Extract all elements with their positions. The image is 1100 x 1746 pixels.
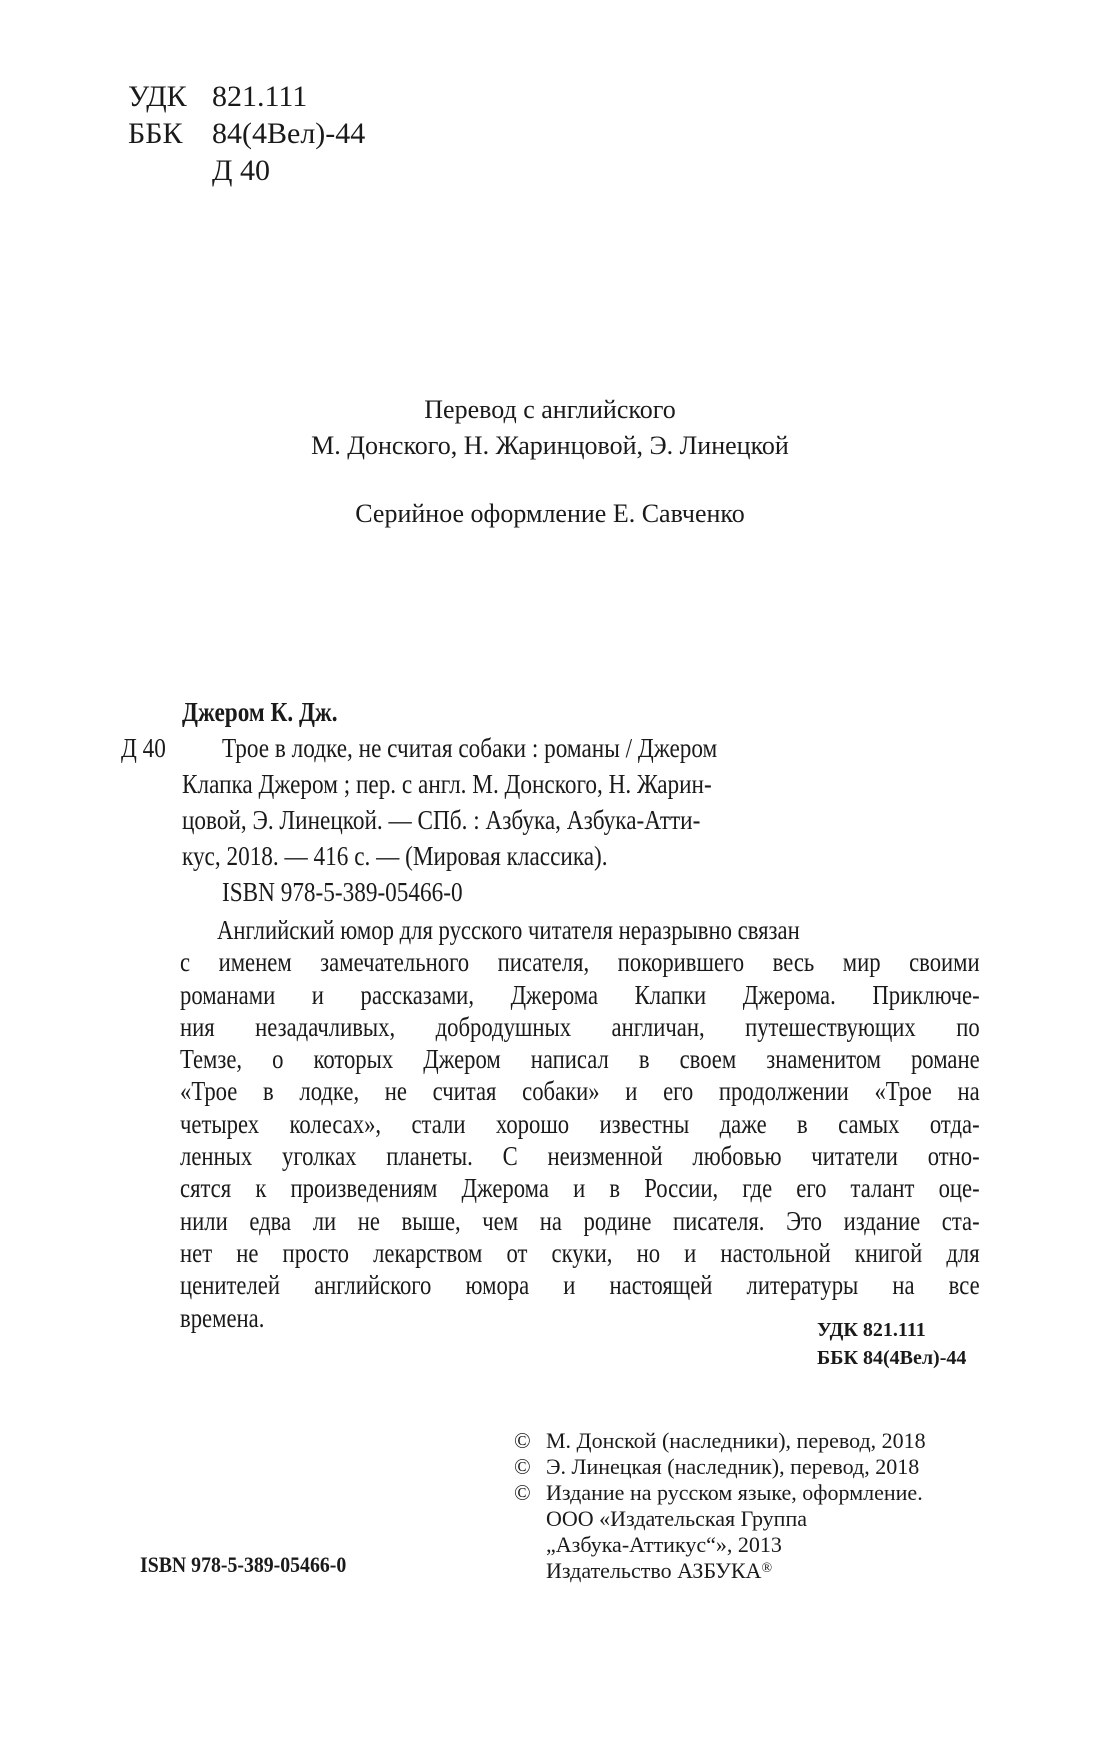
udk-footer: УДК 821.111 [817, 1319, 926, 1341]
publisher-name: Издательство АЗБУКА [546, 1558, 762, 1583]
annotation-line: «Трое в лодке, не считая собаки» и его продолжении «Трое на [180, 1076, 980, 1107]
annotation-line: нили едва ли не выше, чем на родине писателя. Это издание ста- [180, 1205, 980, 1236]
author-heading: Джером К. Дж. [182, 697, 338, 727]
author-sign: Д 40 [212, 154, 270, 187]
annotation-line: сятся к произведениям Джерома и в России, где его талант оце- [180, 1173, 980, 1204]
publisher-line: „Азбука-Аттикус“», 2013 [546, 1532, 782, 1557]
copyright-entry: © Издание на русском языке, оформление. [514, 1480, 923, 1505]
copyright-icon: © [514, 1428, 531, 1453]
translation-line-2: М. Донского, Н. Жаринцовой, Э. Линецкой [311, 431, 789, 460]
annotation-paragraph [180, 914, 980, 1334]
bib-line: цовой, Э. Линецкой. — СПб. : Азбука, Азбука-Атти- [182, 805, 701, 835]
bbk-label: ББК [128, 117, 183, 150]
bbk-footer: ББК 84(4Вел)-44 [817, 1347, 967, 1369]
annotation-line: нет не просто лекарством от скуки, но и настольной книгой для [180, 1237, 980, 1268]
annotation-line: ленных уголках планеты. С неизменной любовью читатели отно- [180, 1141, 980, 1172]
bbk-value: 84(4Вел)-44 [212, 117, 366, 150]
annotation-line: Темзе, о которых Джером написал в своем знаменитом романе [180, 1044, 980, 1075]
translation-line-1: Перевод с английского [424, 395, 676, 424]
copyright-icon: © [514, 1480, 531, 1505]
bib-line: кус, 2018. — 416 с. — (Мировая классика). [182, 841, 608, 871]
copyright-entry: © Э. Линецкая (наследник), перевод, 2018 [514, 1454, 920, 1479]
annotation-line: романами и рассказами, Джерома Клапки Джерома. Приключе- [180, 979, 980, 1010]
udk-label: УДК [128, 80, 187, 113]
bib-line: Клапка Джером ; пер. с англ. М. Донского, Н. Жарин- [182, 769, 712, 799]
copyright-block [514, 1428, 926, 1584]
series-design-line: Серийное оформление Е. Савченко [355, 499, 745, 528]
annotation-line: ния незадачливых, добродушных англичан, путешествующих по [180, 1011, 980, 1042]
bib-isbn: ISBN 978-5-389-05466-0 [222, 877, 463, 907]
bib-author-sign: Д 40 [121, 733, 166, 763]
isbn-footer: ISBN 978-5-389-05466-0 [140, 1552, 347, 1577]
annotation-line: времена. [180, 1302, 265, 1333]
annotation-line: с именем замечательного писателя, покорившего весь мир своими [180, 947, 980, 978]
copyright-icon: © [514, 1454, 531, 1479]
annotation-line: четырех колесах», стали хорошо известны даже в самых отда- [180, 1108, 980, 1139]
publisher-line [514, 1558, 926, 1584]
annotation-line: ценителей английского юмора и настоящей литературы на все [180, 1270, 980, 1301]
classification-footer [817, 1316, 966, 1372]
bib-title-line: Трое в лодке, не считая собаки : романы / Джером [222, 733, 718, 763]
udk-value: 821.111 [212, 80, 308, 113]
registered-mark-icon: ® [761, 1561, 773, 1576]
copyright-entry: © М. Донской (наследники), перевод, 2018 [514, 1428, 926, 1453]
annotation-line: Английский юмор для русского читателя неразрывно связан [216, 915, 800, 945]
publisher-line: ООО «Издательская Группа [546, 1506, 807, 1531]
